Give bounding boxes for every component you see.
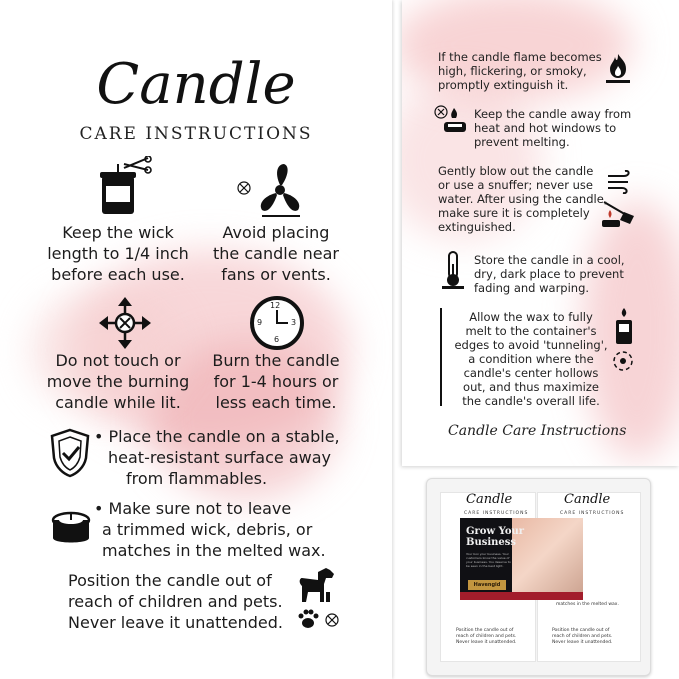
move-no-icon bbox=[98, 296, 152, 350]
package-small-line: Never leave it unattended. bbox=[456, 640, 517, 645]
package-small-text bbox=[456, 628, 516, 646]
tip-line: water. After using the candle, bbox=[438, 192, 608, 206]
tip-line: the candle near bbox=[213, 244, 339, 263]
tip-line: dry, dark place to prevent bbox=[474, 267, 624, 281]
fan-bracket-icon bbox=[262, 211, 300, 217]
shield-check-icon bbox=[50, 428, 90, 478]
children-warning bbox=[68, 570, 283, 633]
tip-line: prevent melting. bbox=[474, 135, 570, 149]
clock-number: 6 bbox=[274, 335, 280, 344]
package-card-subtitle: CARE INSTRUCTIONS bbox=[560, 511, 625, 516]
tip-line: heat and hot windows to bbox=[474, 121, 617, 135]
card-title: Candle bbox=[96, 52, 296, 117]
tip-line: Avoid placing bbox=[222, 223, 330, 242]
bullet-line: heat-resistant surface away bbox=[108, 448, 331, 467]
tip-line: move the burning bbox=[46, 372, 190, 391]
package-small-text bbox=[552, 628, 612, 646]
tip-line: Do not touch or bbox=[55, 351, 181, 370]
package-small-line: Position the candle out of bbox=[456, 628, 514, 633]
tip-line: Keep the candle away from bbox=[474, 107, 632, 121]
card-signature: Candle Care Instructions bbox=[448, 423, 627, 439]
clock-number: 3 bbox=[291, 318, 297, 327]
tip-line: Keep the wick bbox=[62, 223, 174, 242]
dog-icon bbox=[296, 566, 338, 606]
clock-number: 9 bbox=[257, 318, 263, 327]
tip-line: fading and warping. bbox=[474, 281, 590, 295]
tip-line: out, and thus maximize bbox=[463, 380, 599, 394]
package-small-line: reach of children and pets. bbox=[552, 634, 613, 639]
bullet-line: a trimmed wick, debris, or bbox=[102, 520, 313, 539]
tip-tunneling bbox=[450, 310, 612, 408]
bullet-line: • Make sure not to leave bbox=[94, 499, 292, 518]
tip-line: make sure it is completely bbox=[438, 206, 590, 220]
tip-line: Store the candle in a cool, bbox=[474, 253, 625, 267]
tip-line: Allow the wax to fully bbox=[469, 310, 593, 324]
tip-fans bbox=[196, 222, 356, 285]
package-card-subtitle: CARE INSTRUCTIONS bbox=[464, 511, 529, 516]
ad-brand-logo: Havengid bbox=[468, 580, 506, 590]
business-ad-card bbox=[460, 518, 583, 600]
tip-store bbox=[474, 253, 625, 295]
tip-line: high, flickering, or smoky, bbox=[438, 64, 587, 78]
bullet-line: • Place the candle on a stable, bbox=[94, 427, 340, 446]
thermometer-icon bbox=[440, 250, 466, 290]
bullet-line: from flammables. bbox=[126, 469, 268, 488]
tip-line: candle while lit. bbox=[55, 393, 181, 412]
tip-line: a condition where the bbox=[468, 352, 594, 366]
package-card-title: Candle bbox=[564, 492, 611, 507]
jar-candle-scissors-icon bbox=[96, 156, 156, 218]
tip-divider bbox=[440, 308, 442, 406]
tip-line: the candle's overall life. bbox=[462, 394, 600, 408]
tip-line: fans or vents. bbox=[221, 265, 331, 284]
ad-band bbox=[460, 592, 583, 600]
ad-headline bbox=[466, 526, 524, 548]
paw-no-icon bbox=[296, 608, 342, 632]
bullet-debris bbox=[94, 498, 326, 561]
tunneling-icon bbox=[612, 350, 634, 372]
wind-icon bbox=[606, 170, 634, 194]
clock-number: 12 bbox=[270, 301, 281, 310]
tip-line: for 1-4 hours or bbox=[213, 372, 339, 391]
package-small-line: Never leave it unattended. bbox=[552, 640, 613, 645]
tip-flame bbox=[438, 50, 602, 92]
clock-hand bbox=[276, 322, 288, 324]
package-partial-line: matches in the melted wax. bbox=[556, 602, 619, 607]
tip-line: length to 1/4 inch bbox=[47, 244, 189, 263]
tip-line: extinguished. bbox=[438, 220, 516, 234]
tip-line: Burn the candle bbox=[212, 351, 340, 370]
card-subtitle: CARE INSTRUCTIONS bbox=[79, 124, 313, 144]
tealight-candle-icon bbox=[50, 504, 92, 548]
package-small-line: Position the candle out of bbox=[552, 628, 610, 633]
tip-line: before each use. bbox=[51, 265, 185, 284]
bullet-line: matches in the melted wax. bbox=[102, 541, 326, 560]
tip-line: candle's center hollows bbox=[463, 366, 599, 380]
tip-line: melt to the container's bbox=[465, 324, 597, 338]
package-card-title: Candle bbox=[466, 492, 513, 507]
warning-line: Position the candle out of bbox=[68, 571, 272, 590]
bullet-surface bbox=[94, 426, 340, 489]
ad-headline-line: Business bbox=[466, 537, 517, 548]
tip-heat bbox=[474, 107, 631, 149]
ad-headline-line: Grow Your bbox=[466, 526, 525, 537]
heat-candle-icon bbox=[434, 104, 468, 136]
flame-extinguish-icon bbox=[604, 52, 632, 84]
wax-melt-icon bbox=[612, 306, 636, 346]
tip-line: promptly extinguish it. bbox=[438, 78, 569, 92]
tip-line: or use a snuffer; never use bbox=[438, 178, 593, 192]
tip-burn-time bbox=[196, 350, 356, 413]
warning-line: Never leave it unattended. bbox=[68, 613, 283, 632]
tip-line: If the candle flame becomes bbox=[438, 50, 602, 64]
tip-line: edges to avoid 'tunneling', bbox=[454, 338, 608, 352]
tip-wick bbox=[38, 222, 198, 285]
tip-blow-out bbox=[438, 164, 607, 234]
warning-line: reach of children and pets. bbox=[68, 592, 283, 611]
clock-icon bbox=[250, 296, 304, 350]
package-small-line: reach of children and pets. bbox=[456, 634, 517, 639]
tip-line: Gently blow out the candle bbox=[438, 164, 594, 178]
tip-line: less each time. bbox=[215, 393, 337, 412]
tip-touch bbox=[38, 350, 198, 413]
ad-small-text: Your box your business. Your customers know the value of your business. You deserve to be seen in the best light. bbox=[466, 552, 511, 568]
